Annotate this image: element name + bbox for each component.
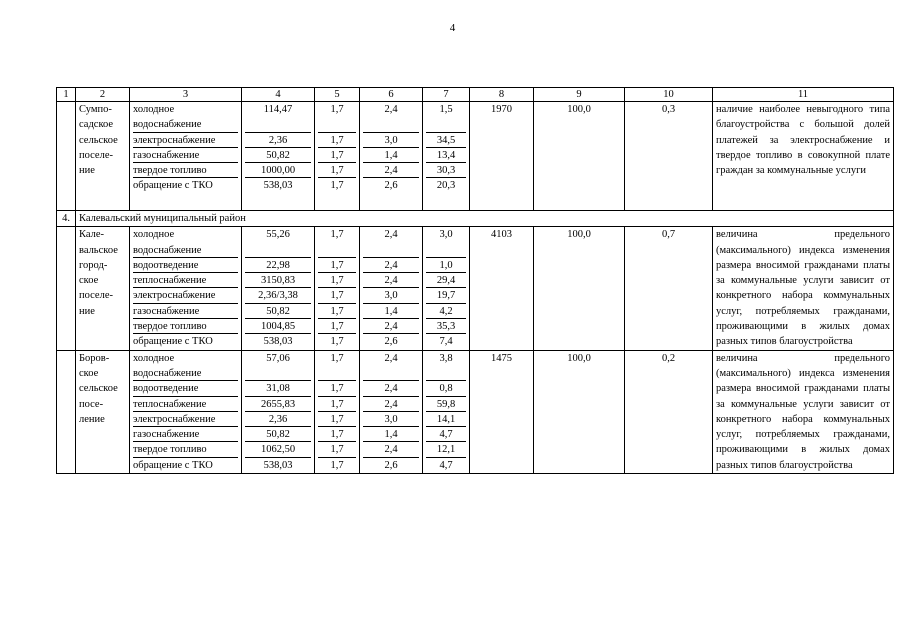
table-row bbox=[57, 350, 894, 473]
header-cell: 11 bbox=[713, 88, 894, 102]
page-number: 4 bbox=[449, 22, 456, 34]
index-cell: 2,4 2,4 2,4 3,0 1,4 2,4 2,6 bbox=[360, 227, 423, 350]
header-cell: 1 bbox=[57, 88, 76, 102]
services-cell: холодное водоснабжение электроснабжение газоснабжение твердое топливо обращение с ТКО bbox=[130, 102, 242, 211]
header-cell: 9 bbox=[534, 88, 625, 102]
services-cell: холодное водоснабжение водоотведение теплоснабжение электроснабжение газоснабжение твердое топливо обращение с ТКО bbox=[130, 350, 242, 473]
header-row bbox=[57, 88, 894, 102]
table-row bbox=[57, 102, 894, 211]
header-cell: 4 bbox=[242, 88, 315, 102]
percent-cell: 100,0 bbox=[534, 350, 625, 473]
justification-cell: наличие наиболее невыгодного типа благоустройства с большой долей платежей за электроснабжение и твердое топливо в совокупной плате граждан за коммунальные услуги bbox=[713, 102, 894, 211]
header-cell: 10 bbox=[625, 88, 713, 102]
services-cell: холодное водоснабжение водоотведение теплоснабжение электроснабжение газоснабжение твердое топливо обращение с ТКО bbox=[130, 227, 242, 350]
justification-cell: величина предельного (максимального) индекса изменения размера вносимой гражданами платы за коммунальные услуги зависит от конкретного набора коммунальных услуг, потребляемых гражданами, проживающими в жилых домах разных типов благоустройства bbox=[713, 227, 894, 350]
share-region-cell: 0,2 bbox=[625, 350, 713, 473]
settlement-name: Сумпо- садское сельское поселе- ние bbox=[76, 102, 130, 211]
justification-cell: величина предельного (максимального) индекса изменения размера вносимой гражданами платы за коммунальные услуги зависит от конкретного набора коммунальных услуг, потребляемых гражданами, проживающими в жилых домах разных типов благоустройства bbox=[713, 350, 894, 473]
section-title: Калевальский муниципальный район bbox=[76, 211, 894, 227]
indices-table bbox=[56, 87, 894, 474]
section-number: 4. bbox=[57, 211, 76, 227]
header-cell: 7 bbox=[423, 88, 470, 102]
header-cell: 2 bbox=[76, 88, 130, 102]
share-region-cell: 0,3 bbox=[625, 102, 713, 211]
table-row bbox=[57, 227, 894, 350]
header-cell: 6 bbox=[360, 88, 423, 102]
tariff-cell: 55,26 22,98 3150,83 2,36/3,38 50,82 1004,85 538,03 bbox=[242, 227, 315, 350]
index-cell: 1,7 1,7 1,7 1,7 1,7 1,7 1,7 bbox=[315, 350, 360, 473]
settlement-name: Кале- вальское город- ское поселе- ние bbox=[76, 227, 130, 350]
population-cell: 1970 bbox=[470, 102, 534, 211]
section-row bbox=[57, 211, 894, 227]
index-cell: 1,7 1,7 1,7 1,7 1,7 bbox=[315, 102, 360, 211]
index-cell: 2,4 3,0 1,4 2,4 2,6 bbox=[360, 102, 423, 211]
header-cell: 8 bbox=[470, 88, 534, 102]
index-cell: 1,7 1,7 1,7 1,7 1,7 1,7 1,7 bbox=[315, 227, 360, 350]
percent-cell: 100,0 bbox=[534, 227, 625, 350]
index-cell: 2,4 2,4 2,4 3,0 1,4 2,4 2,6 bbox=[360, 350, 423, 473]
tariff-cell: 114,47 2,36 50,82 1000,00 538,03 bbox=[242, 102, 315, 211]
population-cell: 4103 bbox=[470, 227, 534, 350]
population-cell: 1475 bbox=[470, 350, 534, 473]
settlement-name: Боров- ское сельское посе- ление bbox=[76, 350, 130, 473]
header-cell: 3 bbox=[130, 88, 242, 102]
header-cell: 5 bbox=[315, 88, 360, 102]
share-cell: 3,0 1,0 29,4 19,7 4,2 35,3 7,4 bbox=[423, 227, 470, 350]
share-cell: 1,5 34,5 13,4 30,3 20,3 bbox=[423, 102, 470, 211]
share-cell: 3,8 0,8 59,8 14,1 4,7 12,1 4,7 bbox=[423, 350, 470, 473]
share-region-cell: 0,7 bbox=[625, 227, 713, 350]
tariff-cell: 57,06 31,08 2655,83 2,36 50,82 1062,50 538,03 bbox=[242, 350, 315, 473]
percent-cell: 100,0 bbox=[534, 102, 625, 211]
